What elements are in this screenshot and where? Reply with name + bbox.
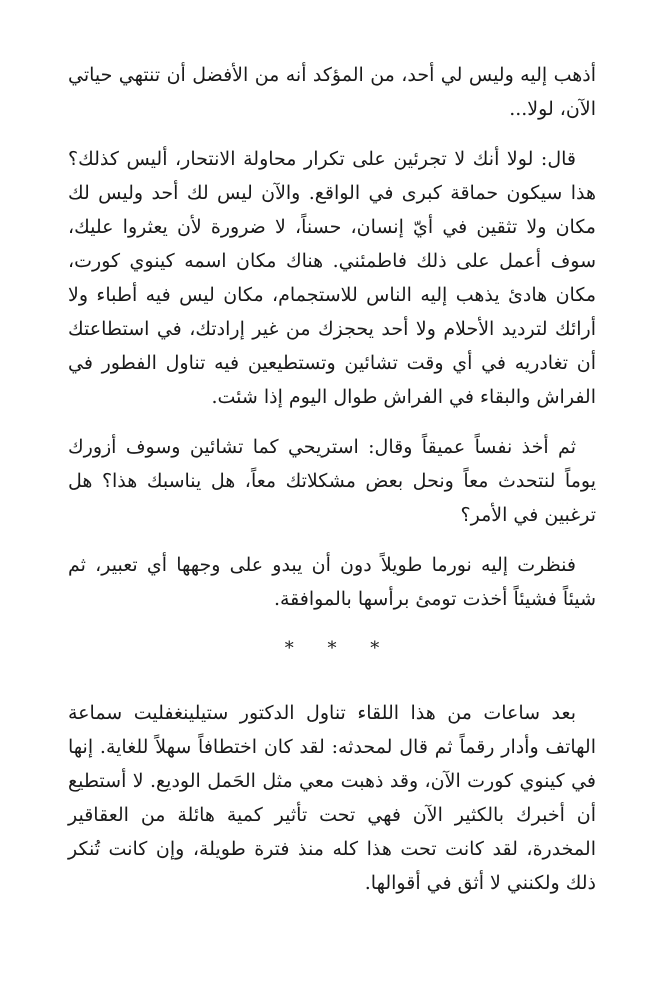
paragraph-2: قال: لولا أنك لا تجرئين على تكرار محاولة الانتحار، أليس كذلك؟ هذا سيكون حماقة كبرى في الواقع. والآن ليس لك أحد وليس لك مكان ولا تثقين في أيّ إنسان، حسناً، لا ضرورة لأن يعثروا عليك، سوف أعمل على ذلك فاطمئني. هناك مكان اسمه كينوي كورت، مكان هادئ يذهب إليه الناس للاستجمام، مكان ليس فيه أطباء ولا أرائك لترديد الأحلام ولا أحد يحجزك من غير إرادتك، في استطاعتك أن تغادريه في أي وقت تشائين وتستطيعين فيه تناول الفطور في الفراش والبقاء في الفراش طوال اليوم إذا شئت. xyxy=(68,148,596,408)
section-separator: * * * xyxy=(284,638,394,659)
paragraph-1: أذهب إليه وليس لي أحد، من المؤكد أنه من الأفضل أن تنتهي حياتي الآن، لولا... xyxy=(68,64,596,120)
book-page xyxy=(68,58,596,916)
paragraph-4: فنظرت إليه نورما طويلاً دون أن يبدو على وجهها أي تعبير، ثم شيئاً فشيئاً أخذت تومئ برأسها بالموافقة. xyxy=(68,554,596,610)
paragraph-3: ثم أخذ نفساً عميقاً وقال: استريحي كما تشائين وسوف أزورك يوماً لنتحدث معاً ونحل بعض مشكلاتك معاً، هل يناسبك هذا؟ هل ترغبين في الأمر؟ xyxy=(68,436,596,526)
paragraph-5: بعد ساعات من هذا اللقاء تناول الدكتور ستيلينغفليت سماعة الهاتف وأدار رقماً ثم قال لمحدثه: لقد كان اختطافاً سهلاً للغاية. إنها في كينوي كورت الآن، وقد ذهبت معي مثل الحَمل الوديع. لا أستطيع أن أخبرك بالكثير الآن فهي تحت تأثير كمية هائلة من العقاقير المخدرة، لقد كانت تحت هذا كله منذ فترة طويلة، وإن كانت تُنكر ذلك ولكنني لا أثق في أقوالها. xyxy=(68,702,596,894)
